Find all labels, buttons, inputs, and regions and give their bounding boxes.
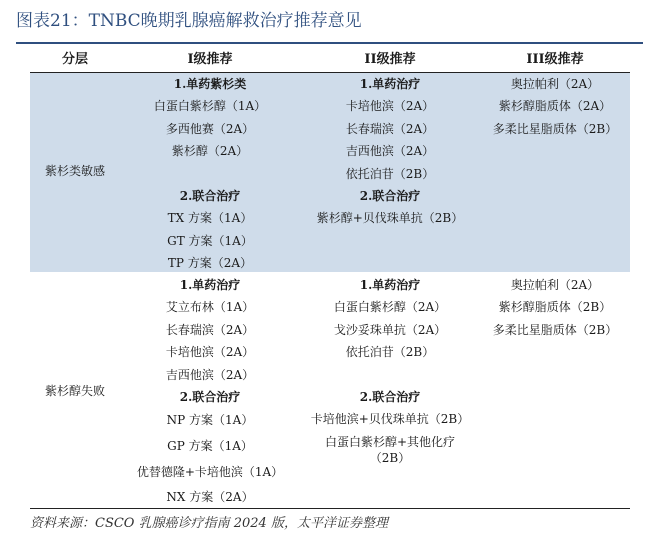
source-note: 资料来源：CSCO 乳腺癌诊疗指南 2024 版，太平洋证券整理: [30, 516, 388, 531]
row-label: 紫杉类敏感: [44, 164, 105, 178]
list-item: 2.联合治疗: [179, 389, 241, 404]
list-item: 多柔比星脂质体（2B）: [492, 121, 618, 136]
list-item: 卡培他滨+贝伐珠单抗（2B）: [310, 412, 470, 427]
list-item: GT 方案（1A）: [167, 233, 253, 248]
list-item: 1.单药治疗: [359, 77, 421, 91]
list-item: 艾立布林（1A）: [165, 300, 255, 315]
level1-cell: [120, 274, 300, 509]
list-item: 奥拉帕利（2A）: [510, 77, 600, 91]
list-item: 优替德隆+卡培他滨（1A）: [136, 465, 284, 480]
list-item: 2.联合治疗: [179, 188, 241, 203]
list-item: NX 方案（2A）: [166, 490, 254, 505]
list-item: 吉西他滨（2A）: [165, 367, 255, 382]
list-item: 吉西他滨（2A）: [345, 144, 435, 159]
list-item: [120, 163, 300, 185]
list-item: TX 方案（1A）: [167, 211, 253, 226]
list-item: 卡培他滨（2A）: [345, 99, 435, 114]
list-item: 白蛋白紫杉醇（1A）: [153, 99, 267, 114]
table-header: [30, 48, 630, 73]
list-item: 多西他赛（2A）: [165, 121, 255, 136]
list-item: 白蛋白紫杉醇（2A）: [333, 300, 447, 315]
list-item: 卡培他滨（2A）: [165, 345, 255, 360]
level2-cell: [300, 73, 480, 230]
list-item: 依托泊苷（2B）: [345, 166, 435, 181]
level3-cell: [480, 274, 630, 341]
list-item: GP 方案（1A）: [167, 439, 253, 454]
header-level3: III级推荐: [526, 52, 584, 67]
list-item: 1.单药紫杉类: [173, 77, 247, 91]
list-item: 长春瑞滨（2A）: [345, 121, 435, 136]
list-item: 奥拉帕利（2A）: [510, 278, 600, 292]
row-label: 紫杉醇失败: [44, 384, 105, 398]
list-item: 紫杉醇（2A）: [171, 144, 249, 159]
level2-cell: [300, 274, 480, 469]
list-item: 紫杉醇脂质体（2A）: [498, 99, 612, 114]
list-item: NP 方案（1A）: [166, 413, 254, 428]
figure-title: 图表21：TNBC晚期乳腺癌解救治疗推荐意见: [16, 11, 362, 31]
list-item: [300, 364, 480, 386]
list-item: 戈沙妥珠单抗（2A）: [333, 322, 447, 337]
list-item: 2.联合治疗: [359, 389, 421, 404]
header-level2: II级推荐: [364, 52, 416, 67]
list-item: 多柔比星脂质体（2B）: [492, 322, 618, 337]
header-layer: 分层: [61, 52, 88, 67]
title-underline: [16, 42, 643, 44]
list-item: TP 方案（2A）: [167, 256, 253, 271]
list-item: 1.单药治疗: [179, 278, 241, 292]
table-row: [30, 274, 630, 509]
table-row: [30, 73, 630, 272]
level3-cell: [480, 73, 630, 140]
list-item: 依托泊苷（2B）: [345, 345, 435, 360]
list-item: 紫杉醇脂质体（2B）: [498, 300, 612, 315]
list-item: 白蛋白紫杉醇+其他化疗（2B）: [324, 434, 456, 465]
header-level1: I级推荐: [187, 52, 233, 67]
list-item: 1.单药治疗: [359, 278, 421, 292]
list-item: 2.联合治疗: [359, 188, 421, 203]
level1-cell: [120, 73, 300, 275]
list-item: 长春瑞滨（2A）: [165, 322, 255, 337]
list-item: 紫杉醇+贝伐珠单抗（2B）: [316, 211, 464, 226]
